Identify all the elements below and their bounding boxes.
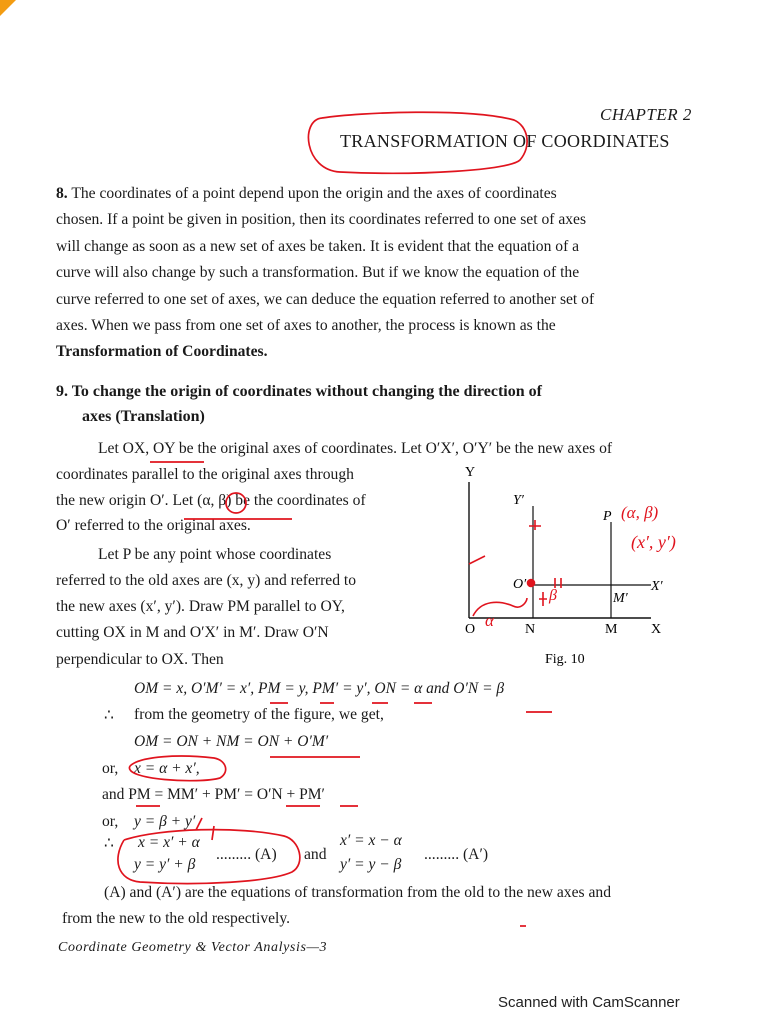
system1-eq2: y = y′ + β xyxy=(134,856,196,873)
label-m-prime: M′ xyxy=(613,591,628,606)
section9-p4: O′ referred to the original axes. xyxy=(56,517,251,534)
underlines xyxy=(270,703,552,712)
label-p: P xyxy=(603,509,612,524)
equation-om: OM = ON + NM = ON + O′M′ xyxy=(134,733,329,750)
title-circle xyxy=(308,112,527,173)
section9-heading-line1: 9. To change the origin of coordinates without changing the direction of xyxy=(56,383,542,400)
tag-a: ......... (A) xyxy=(216,846,277,863)
section9-p5: Let P be any point whose coordinates xyxy=(98,546,332,563)
tag-a-prime: ......... (A′) xyxy=(424,846,489,863)
section9-p1: Let OX, OY be the original axes of coordinates. Let O′X′, O′Y′ be the new axes of xyxy=(98,440,613,457)
system2-eq2: y′ = y − β xyxy=(340,856,402,873)
scanner-watermark: Scanned with CamScanner xyxy=(498,994,680,1011)
figure-caption: Fig. 10 xyxy=(545,652,585,667)
and-label: and xyxy=(304,846,327,863)
section8-line7: Transformation of Coordinates. xyxy=(56,343,268,360)
label-n: N xyxy=(525,622,536,637)
handwritten-xprime-yprime: (x′, y′) xyxy=(631,532,676,552)
closing-line1: (A) and (A′) are the equations of transformation from the old to the new axes and xyxy=(104,884,612,901)
label-x: X xyxy=(651,622,662,637)
section9-heading-line2: axes (Translation) xyxy=(82,408,205,425)
page-footer: Coordinate Geometry & Vector Analysis—3 xyxy=(58,940,328,955)
chapter-label: CHAPTER 2 xyxy=(600,105,692,124)
equation-pm: and PM = MM′ + PM′ = O′N + PM′ xyxy=(102,786,325,803)
system1-eq1: x = x′ + α xyxy=(138,834,200,851)
section9-p3: the new origin O′. Let (α, β) be the coordinates of xyxy=(56,492,366,509)
label-y-prime: Y′ xyxy=(513,493,524,508)
equation-y: y = β + y′ xyxy=(134,813,196,830)
therefore-symbol-2: ∴ xyxy=(104,835,114,852)
section8-line3: will change as soon as a new set of axes be taken. It is evident that the equation of a xyxy=(56,238,580,255)
label-x-prime: X′ xyxy=(651,579,663,594)
section9-p8: cutting OX in M and O′X′ in M′. Draw O′N xyxy=(56,624,329,641)
label-o: O xyxy=(465,622,476,637)
equation-definitions: OM = x, O′M′ = x′, PM = y, PM′ = y′, ON = α and O′N = β xyxy=(134,680,505,697)
section8-number: 8. xyxy=(56,185,68,202)
or-label-2: or, xyxy=(102,813,119,830)
handwritten-alpha-beta: (α, β) xyxy=(621,503,659,522)
section9-p7: the new axes (x′, y′). Draw PM parallel to OY, xyxy=(56,598,345,615)
system2-eq1: x′ = x − α xyxy=(340,832,402,849)
equation-x: x = α + x′, xyxy=(134,760,200,777)
annotation-strokes xyxy=(118,112,552,926)
or-label-1: or, xyxy=(102,760,119,777)
handwritten-beta: β xyxy=(549,587,557,604)
section9-p6: referred to the old axes are (x, y) and referred to xyxy=(56,572,357,589)
chapter-title: TRANSFORMATION OF COORDINATES xyxy=(340,131,670,151)
label-y: Y xyxy=(465,465,476,480)
section8-line4: curve will also change by such a transformation. But if we know the equation of the xyxy=(56,264,580,281)
equation-geometry-note: from the geometry of the figure, we get, xyxy=(134,706,384,723)
section8-line5: curve referred to one set of axes, we can deduce the equation referred to another set of xyxy=(56,291,595,308)
system-circle xyxy=(118,830,300,884)
section9-p9: perpendicular to OX. Then xyxy=(56,651,224,668)
handwritten-alpha: α xyxy=(485,611,494,630)
equation-circle xyxy=(129,756,225,781)
alpha-circle xyxy=(226,493,246,513)
section8-line1: 8. The coordinates of a point depend upon the origin and the axes of coordinates xyxy=(56,185,557,202)
therefore-symbol: ∴ xyxy=(104,707,114,724)
label-o-prime: O′ xyxy=(513,577,527,592)
closing-line2: from the new to the old respectively. xyxy=(62,910,291,927)
section8-line6: axes. When we pass from one set of axes to another, the process is known as the xyxy=(56,317,556,334)
label-m: M xyxy=(605,622,618,637)
section9-p2: coordinates parallel to the original axes through xyxy=(56,466,354,483)
section8-line2: chosen. If a point be given in position, then its coordinates referred to one set of axes xyxy=(56,211,587,228)
